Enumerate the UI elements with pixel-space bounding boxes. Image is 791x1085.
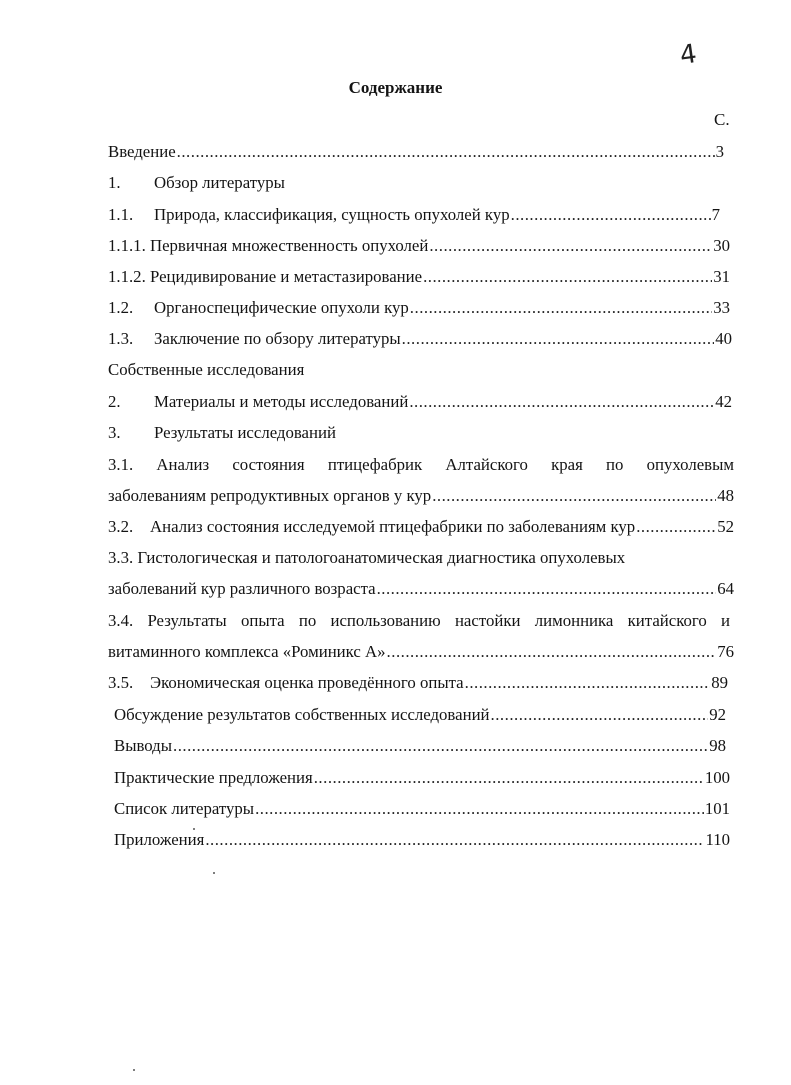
page-column-label: С. [714, 110, 730, 129]
dot-leader [377, 577, 717, 601]
toc-entry-references [114, 797, 730, 821]
toc-entry-page: 100 [704, 768, 730, 787]
toc-entry-label: Материалы и методы исследований [154, 392, 409, 411]
toc-entry-s3-4-line2 [108, 640, 734, 664]
toc-entry-page: 3 [715, 142, 724, 161]
toc-entry-appendices [114, 828, 730, 852]
toc-entry-s1-1-1 [108, 234, 730, 258]
toc-entry-number: 3.5. [108, 673, 134, 692]
toc-entry-page: 31 [713, 267, 730, 286]
toc-entry-page: 92 [709, 705, 726, 724]
toc-entry-label: Приложения [114, 830, 205, 849]
toc-entry-label: Обзор литературы [154, 173, 285, 192]
toc-entry-page: 64 [717, 579, 734, 598]
dot-leader [423, 265, 712, 289]
dot-leader [511, 203, 711, 227]
toc-entry-label: 1.1.1. Первичная множественность опухолей [108, 236, 429, 255]
dot-leader [465, 671, 711, 695]
toc-entry-practical [114, 766, 730, 790]
toc-entry-s1-2 [108, 296, 730, 320]
dot-leader [491, 703, 709, 727]
toc-entry-page: 7 [711, 205, 720, 224]
toc-section-own-research [108, 358, 304, 382]
toc-entry-number: 2. [108, 392, 121, 411]
toc-entry-label: Выводы [114, 736, 172, 755]
toc-entry-s1-3 [108, 327, 732, 351]
toc-entry-s3-1-line1: 3.1. Анализ состояния птицефабрик Алтайского края по опухолевым [108, 455, 734, 474]
toc-entry-page: 33 [713, 298, 730, 317]
scan-speck [193, 828, 195, 830]
toc-entry-label: Практические предложения [114, 768, 313, 787]
toc-entry-s1-1 [108, 203, 720, 227]
dot-leader [387, 640, 717, 664]
toc-entry-s3-3-line2 [108, 577, 734, 601]
toc-entry-s3 [108, 421, 336, 445]
toc-entry-s1-1-2 [108, 265, 730, 289]
toc-entry-s3-1-line2 [108, 484, 734, 508]
dot-leader [177, 140, 715, 164]
toc-entry-page: 42 [715, 392, 732, 411]
page-title: Содержание [348, 78, 443, 97]
toc-entry-label: Анализ состояния исследуемой птицефабрики по заболеваниям кур [150, 517, 636, 536]
toc-entry-s1 [108, 171, 285, 195]
dot-leader [432, 484, 716, 508]
toc-entry-label: Экономическая оценка проведённого опыта [150, 673, 464, 692]
toc-entry-label: заболеваний кур различного возраста [108, 579, 376, 598]
toc-entry-page: 48 [717, 486, 734, 505]
dot-leader [402, 327, 715, 351]
toc-entry-label: Результаты исследований [154, 423, 336, 442]
scan-speck [133, 1069, 135, 1071]
toc-entry-label: Заключение по обзору литературы [154, 329, 401, 348]
handwritten-page-number: 4 [677, 38, 699, 72]
dot-leader [636, 515, 716, 539]
toc-entry-label: 1.1.2. Рецидивирование и метастазирование [108, 267, 423, 286]
toc-entry-intro [108, 140, 724, 164]
scan-speck [213, 872, 215, 874]
toc-entry-label: Собственные исследования [108, 360, 305, 379]
toc-entry-number: 1.2. [108, 298, 134, 317]
toc-entry-label: заболеваниям репродуктивных органов у кур [108, 486, 432, 505]
toc-entry-page: 101 [704, 799, 730, 818]
toc-entry-s3-3-line1: 3.3. Гистологическая и патологоанатомическая диагностика опухолевых [108, 548, 626, 567]
toc-entry-conclusions [114, 734, 726, 758]
dot-leader [314, 766, 704, 790]
toc-entry-page: 89 [711, 673, 728, 692]
toc-entry-label: витаминного комплекса «Роминикс А» [108, 642, 386, 661]
toc-entry-label: Введение [108, 142, 176, 161]
toc-entry-label: Обсуждение результатов собственных исследований [114, 705, 490, 724]
dot-leader [429, 234, 712, 258]
toc-entry-number: 3.2. [108, 517, 134, 536]
toc-entry-page: 98 [709, 736, 726, 755]
dot-leader [205, 828, 704, 852]
dot-leader [410, 296, 712, 320]
toc-entry-label: Органоспецифические опухоли кур [154, 298, 409, 317]
toc-entry-discussion [114, 703, 726, 727]
toc-entry-page: 52 [717, 517, 734, 536]
dot-leader [409, 390, 714, 414]
toc-entry-label: Природа, классификация, сущность опухолей кур [154, 205, 510, 224]
dot-leader [255, 797, 704, 821]
toc-entry-s3-2 [108, 515, 734, 539]
toc-entry-page: 110 [705, 830, 730, 849]
toc-entry-number: 1.3. [108, 329, 134, 348]
toc-entry-page: 30 [713, 236, 730, 255]
dot-leader [173, 734, 708, 758]
toc-entry-number: 1. [108, 173, 121, 192]
toc-entry-number: 1.1. [108, 205, 134, 224]
toc-entry-s2 [108, 390, 732, 414]
toc-entry-page: 76 [717, 642, 734, 661]
toc-entry-s3-4-line1: 3.4. Результаты опыта по использованию настойки лимонника китайского и [108, 611, 730, 630]
toc-entry-number: 3. [108, 423, 121, 442]
toc-entry-page: 40 [715, 329, 732, 348]
toc-entry-s3-5 [108, 671, 728, 695]
toc-entry-label: Список литературы [114, 799, 255, 818]
